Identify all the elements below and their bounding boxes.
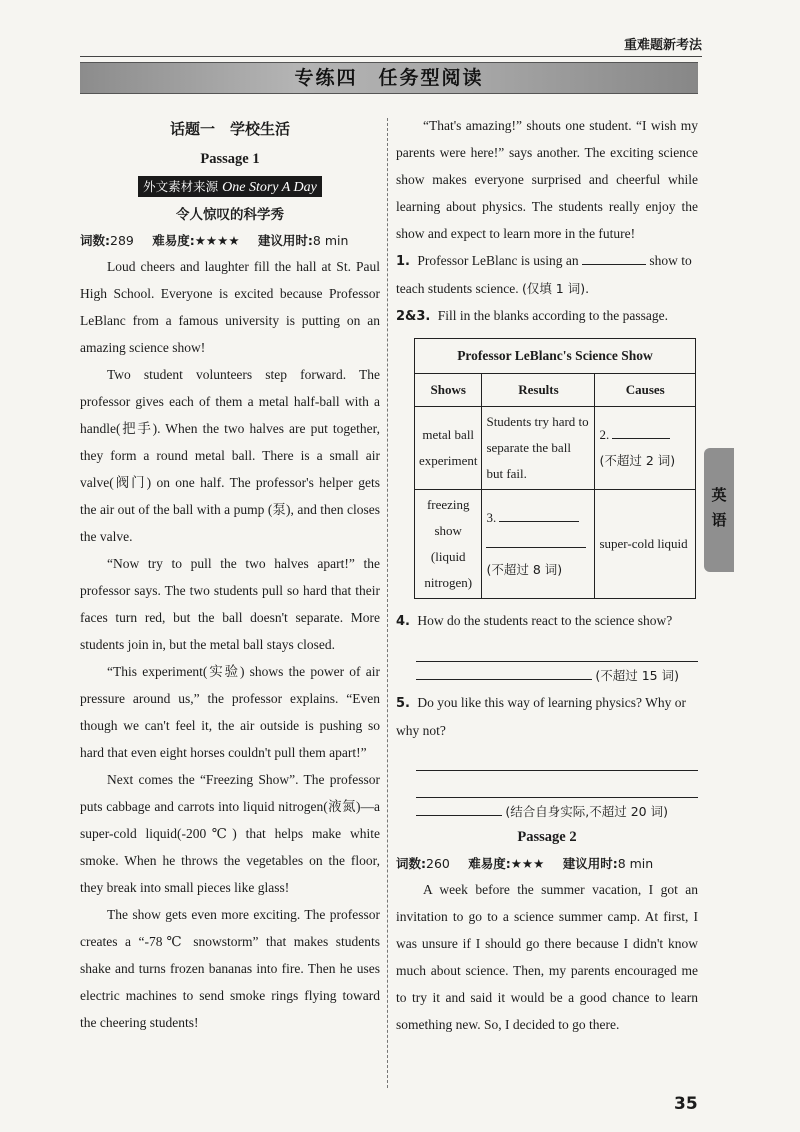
answer-blank[interactable] [499,507,579,522]
question-number: 2&3. [396,309,431,324]
question-note: (不超过 15 词) [595,668,679,683]
answer-line-with-note [396,798,698,825]
answer-line[interactable] [416,744,698,771]
word-count-label: 词数: [396,856,426,871]
question-text: show to teach students science. [396,253,692,296]
question-note: (仅填 1 词). [521,281,590,296]
table-cell [482,490,595,599]
blank-note: (不超过 8 词) [486,562,563,577]
question-note: (结合自身实际,不超过 20 词) [505,804,668,819]
question-number: 1. [396,254,410,269]
question-number: 4. [396,614,410,629]
question-text: How do the students react to the science show? [417,613,673,628]
blank-note: (不超过 2 词) [599,453,676,468]
difficulty-stars: ★★★★ [194,233,240,248]
question-text: Do you like this way of learning physics? Why or why not? [396,695,686,738]
question-2-3 [396,302,698,330]
source-label: 外文素材来源 [143,179,219,194]
section-banner: 专练四 任务型阅读 [80,62,698,94]
side-tab-char: 英 [711,486,727,504]
header-rule [80,56,702,57]
header-series-title: 重难题新考法 [623,38,702,53]
passage-1-subtitle: 令人惊叹的科学秀 [176,207,284,223]
paragraph: “Now try to pull the two halves apart!” the professor says. The two students pull so hard that their faces turn red, but the ball doesn't separate. More students join in, but the metal ball stays closed. [80,556,380,652]
left-column [80,112,380,1036]
passage-2-title: Passage 2 [517,829,577,845]
word-count: 289 [110,233,134,248]
time-label: 建议用时: [257,233,313,248]
question-text: Professor LeBlanc is using an [417,253,579,268]
table-cell [595,407,696,490]
question-1 [396,247,698,302]
answer-blank[interactable] [416,801,502,816]
suggested-time: 8 min [617,856,654,871]
table-row [415,490,696,599]
passage-2-meta [396,854,698,872]
table-cell: Students try hard to separate the ball but fail. [482,407,595,490]
word-count: 260 [426,856,450,871]
right-column [396,112,698,1038]
answer-line-with-note [396,662,698,689]
source-badge [138,176,322,197]
paragraph: Two student volunteers step forward. The professor gives each of them a metal half-ball with a handle(把手). When the two halves are put together, they form a round metal ball. There is a small air valve(阀门) on one half. The professor's helper gets the air out of the ball with a pump (泵), and then closes the valve. [80,367,380,544]
table-cell: super-cold liquid [595,490,696,599]
answer-blank[interactable] [612,424,670,439]
answer-blank[interactable] [416,665,592,680]
table-cell: freezing show (liquid nitrogen) [415,490,482,599]
task-table [414,338,696,599]
subject-side-tab [704,448,734,572]
difficulty-label: 难易度: [152,233,195,248]
question-5 [396,689,698,744]
table-row [415,407,696,490]
side-tab-char: 语 [711,511,727,529]
paragraph: “This experiment(实验) shows the power of air pressure around us,” the professor explains. “Even though we can't feel it, the air outside is pushing so hard that even eight horses couldn't pull them apart!” [80,664,380,760]
page-number: 35 [674,1094,698,1114]
table-header: Shows [415,374,482,407]
answer-line[interactable] [416,635,698,662]
blank-number: 2. [599,427,610,442]
question-number: 5. [396,696,410,711]
paragraph: Loud cheers and laughter fill the hall at St. Paul High School. Everyone is excited because Professor LeBlanc from a famous university is putting on an amazing science show! [80,259,380,355]
topic-title: 话题一 学校生活 [169,120,290,138]
source-wrap [80,176,380,197]
passage-1-title: Passage 1 [200,151,260,167]
time-label: 建议用时: [562,856,618,871]
question-text: Fill in the blanks according to the passage. [437,308,668,323]
table-header: Causes [595,374,696,407]
passage-1-meta [80,231,380,249]
paragraph: Next comes the “Freezing Show”. The professor puts cabbage and carrots into liquid nitrogen(液氮)—a super-cold liquid(-200℃) that helps make white smoke. When he throws the vegetables on the floor, they break into small pieces like glass! [80,772,380,895]
suggested-time: 8 min [312,233,349,248]
paragraph: “That's amazing!” shouts one student. “I wish my parents were here!” says another. The exciting science show makes everyone surprised and cheerful while learning about physics. The students really enjoy the show and expect to learn more in the future! [396,118,698,241]
blank-number: 3. [486,510,497,525]
difficulty-stars: ★★★ [510,856,545,871]
paragraph: A week before the summer vacation, I got an invitation to go to a science summer camp. At first, I was unsure if I should go there because I didn't know much about science. Then, my parents encouraged me to try it and said it would be a good chance to learn something new. So, I decided to go there. [396,882,698,1032]
answer-line[interactable] [416,771,698,798]
source-name: One Story A Day [222,180,317,195]
table-title: Professor LeBlanc's Science Show [415,339,696,374]
paragraph: The show gets even more exciting. The professor creates a “-78℃ snowstorm” that makes students shake and turns frozen bananas into fire. Then he uses electric machines to send smoke rings flying toward the cheering students! [80,907,380,1030]
table-header: Results [482,374,595,407]
word-count-label: 词数: [80,233,110,248]
difficulty-label: 难易度: [468,856,511,871]
table-cell: metal ball experiment [415,407,482,490]
question-4 [396,607,698,635]
answer-blank[interactable] [486,533,586,548]
column-divider [387,118,388,1088]
answer-blank[interactable] [582,250,646,265]
